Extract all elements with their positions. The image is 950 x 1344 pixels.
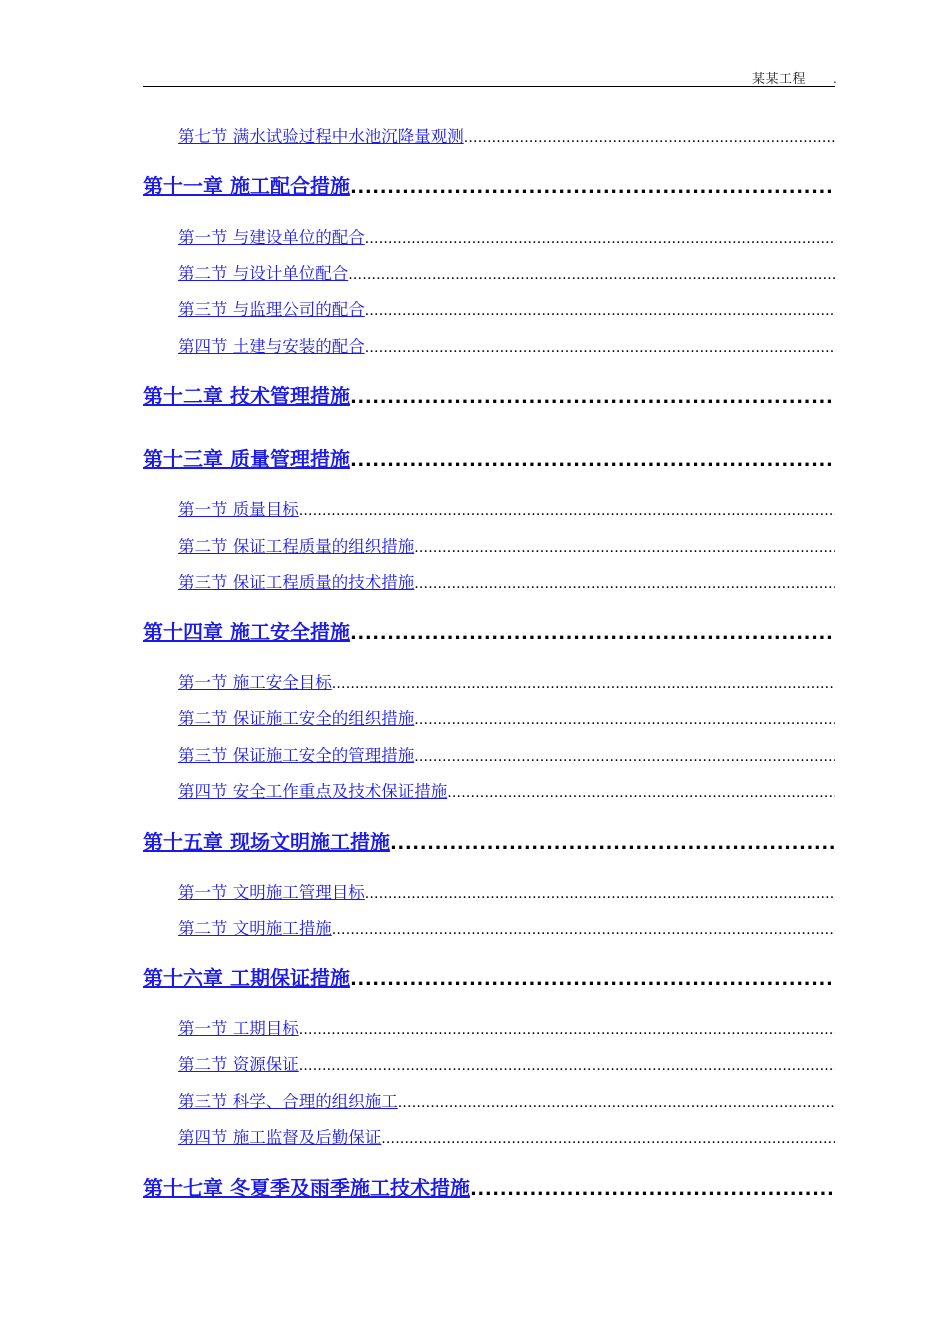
toc-link[interactable]: 第一节 与建设单位的配合 (178, 228, 365, 247)
toc-link[interactable]: 第三节 科学、合理的组织施工 (178, 1092, 398, 1111)
toc-link[interactable]: 第四节 施工监督及后勤保证 (178, 1128, 382, 1147)
dot-leader (390, 830, 835, 856)
toc-link[interactable]: 第二节 保证工程质量的组织措施 (178, 537, 415, 556)
dot-leader (414, 745, 835, 768)
toc-link[interactable]: 第十二章 技术管理措施 (143, 384, 350, 408)
toc-entry-section[interactable] (178, 571, 835, 595)
dot-leader (365, 227, 835, 250)
toc-entry-section[interactable] (178, 1126, 835, 1150)
toc-entry-section[interactable] (178, 1053, 835, 1077)
toc-link[interactable]: 第十六章 工期保证措施 (143, 966, 350, 990)
toc-entry-section[interactable] (178, 262, 835, 286)
dot-leader (447, 781, 835, 804)
dot-leader (414, 572, 835, 595)
toc-entry-section[interactable] (178, 335, 835, 359)
toc-link[interactable]: 第一节 文明施工管理目标 (178, 883, 365, 902)
toc-entry-chapter[interactable] (143, 618, 835, 646)
toc-link[interactable]: 第十七章 冬夏季及雨季施工技术措施 (143, 1176, 470, 1200)
toc-entry-chapter[interactable] (143, 172, 835, 200)
toc-entry-section[interactable] (178, 1017, 835, 1041)
toc-link[interactable]: 第二节 与设计单位配合 (178, 264, 349, 283)
toc-link[interactable]: 第四节 安全工作重点及技术保证措施 (178, 782, 448, 801)
toc-entry-chapter[interactable] (143, 964, 835, 992)
toc-link[interactable]: 第二节 资源保证 (178, 1055, 299, 1074)
toc-entry-chapter[interactable] (143, 828, 835, 856)
toc-link[interactable]: 第三节 与监理公司的配合 (178, 300, 365, 319)
toc-entry-chapter[interactable] (143, 445, 835, 473)
header-title: 某某工程 (752, 72, 807, 87)
dot-leader (350, 384, 835, 410)
dot-leader (332, 672, 835, 695)
toc-link[interactable]: 第十三章 质量管理措施 (143, 447, 350, 471)
toc-entry-section[interactable] (178, 1090, 835, 1114)
toc-link[interactable]: 第二节 文明施工措施 (178, 919, 332, 938)
dot-leader (348, 263, 835, 286)
dot-leader (414, 536, 835, 559)
dot-leader (365, 882, 835, 905)
dot-leader (381, 1127, 835, 1150)
toc-link[interactable]: 第三节 保证工程质量的技术措施 (178, 573, 415, 592)
toc-entry-section[interactable] (178, 881, 835, 905)
toc-entry-section[interactable] (178, 125, 835, 149)
toc-entry-section[interactable] (178, 744, 835, 768)
header-mark: . (833, 72, 837, 86)
toc-entry-chapter[interactable] (143, 1174, 835, 1202)
toc-entry-chapter[interactable] (143, 382, 835, 410)
toc-link[interactable]: 第一节 工期目标 (178, 1019, 299, 1038)
toc-link[interactable]: 第四节 土建与安装的配合 (178, 337, 365, 356)
header-rule (143, 86, 835, 87)
dot-leader (350, 966, 835, 992)
toc-entry-section[interactable] (178, 535, 835, 559)
toc-entry-section[interactable] (178, 780, 835, 804)
dot-leader (365, 336, 835, 359)
toc-entry-section[interactable] (178, 498, 835, 522)
toc-entry-section[interactable] (178, 226, 835, 250)
toc-entry-section[interactable] (178, 298, 835, 322)
dot-leader (414, 708, 835, 731)
dot-leader (299, 1054, 835, 1077)
toc-link[interactable]: 第十一章 施工配合措施 (143, 174, 350, 198)
toc-link[interactable]: 第一节 质量目标 (178, 500, 299, 519)
toc-link[interactable]: 第十五章 现场文明施工措施 (143, 830, 390, 854)
dot-leader (464, 126, 835, 149)
dot-leader (470, 1176, 835, 1202)
dot-leader (365, 299, 835, 322)
toc-link[interactable]: 第二节 保证施工安全的组织措施 (178, 709, 415, 728)
toc-link[interactable]: 第三节 保证施工安全的管理措施 (178, 746, 415, 765)
dot-leader (350, 620, 835, 646)
dot-leader (350, 174, 835, 200)
toc-entry-section[interactable] (178, 707, 835, 731)
dot-leader (350, 447, 835, 473)
dot-leader (332, 918, 835, 941)
toc-entry-section[interactable] (178, 917, 835, 941)
dot-leader (299, 499, 835, 522)
toc-link[interactable]: 第一节 施工安全目标 (178, 673, 332, 692)
toc-link[interactable]: 第七节 满水试验过程中水池沉降量观测 (178, 127, 464, 146)
dot-leader (398, 1091, 835, 1114)
toc-entry-section[interactable] (178, 671, 835, 695)
dot-leader (299, 1018, 835, 1041)
toc-link[interactable]: 第十四章 施工安全措施 (143, 620, 350, 644)
